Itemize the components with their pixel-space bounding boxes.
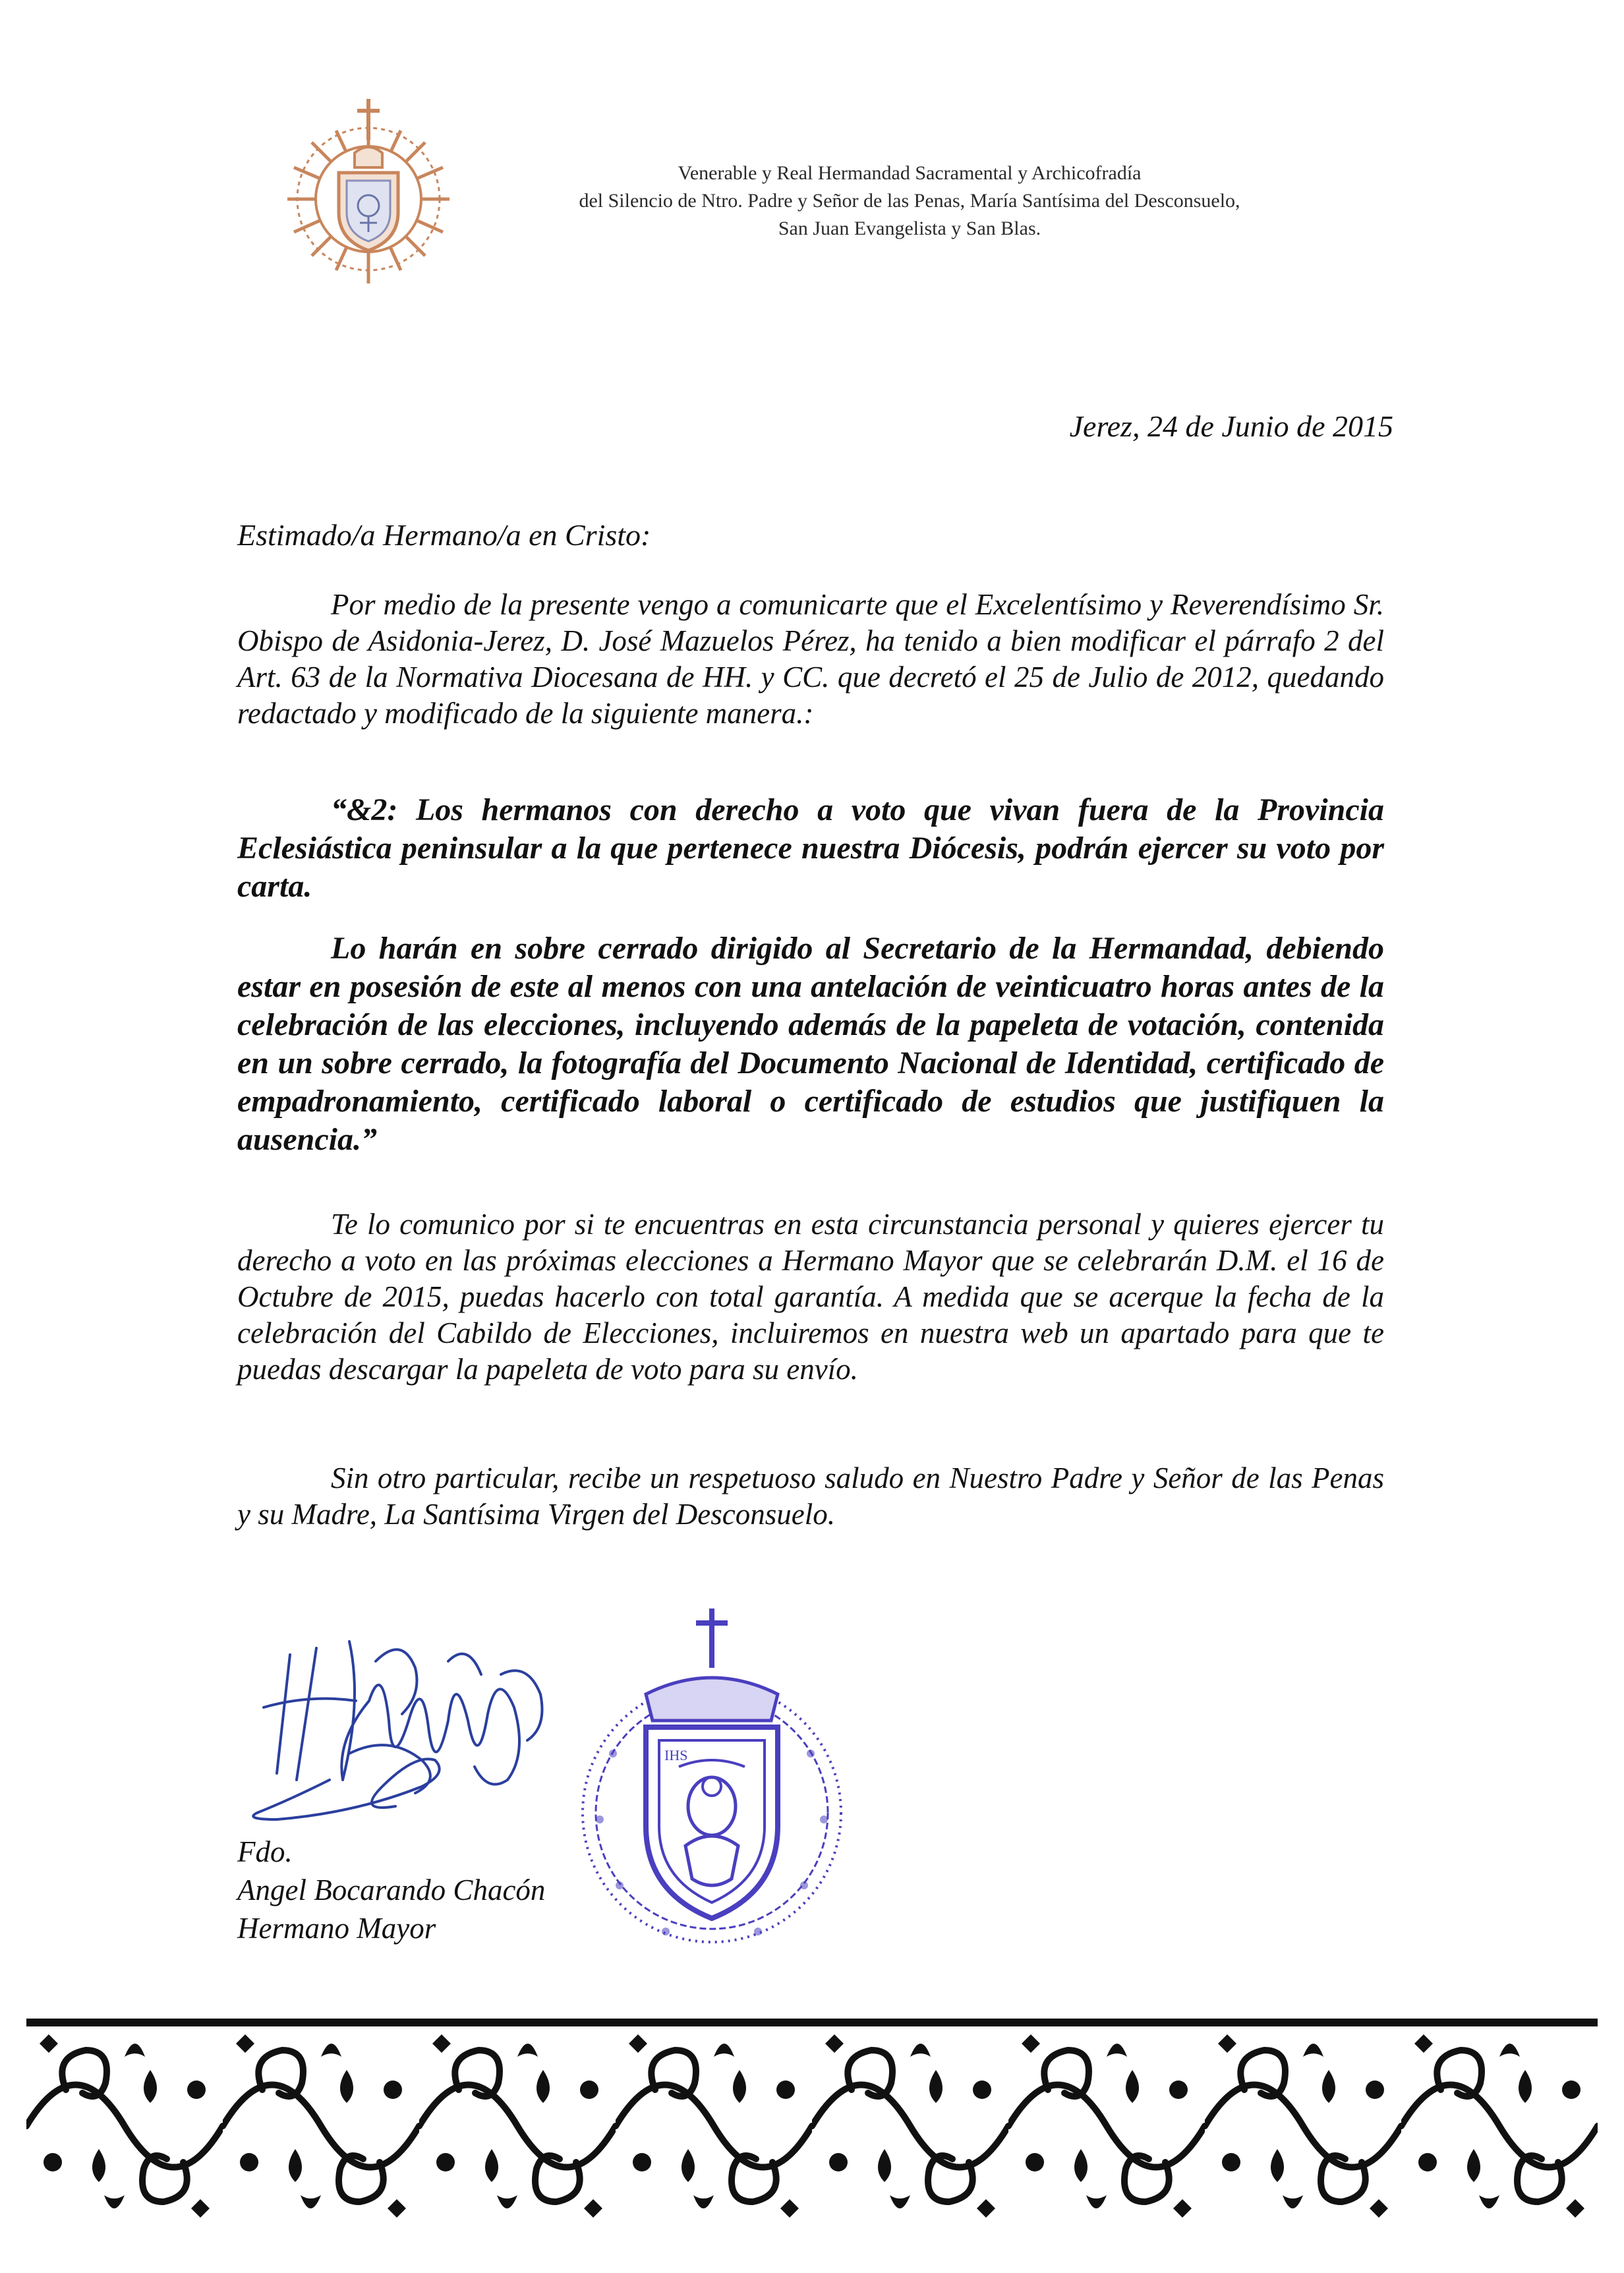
regulation-quote-2-text: Lo harán en sobre cerrado dirigido al Secretario de la Hermandad, debiendo estar en posesión de este al menos con una antelación de veinticuatro horas antes de la celebración de las elecciones, incluyendo además de la papeleta de votación, contenida en un sobre cerrado, la fotografía del Documento Nacional de Identidad, certificado de empadronamiento, certificado laboral o certificado de estudios que justifiquen la ausencia.” <box>237 931 1384 1157</box>
letter-greeting: Estimado/a Hermano/a en Cristo: <box>237 518 651 552</box>
brotherhood-name <box>461 160 1358 243</box>
letter-paragraph-3-text: Sin otro particular, recibe un respetuoso saludo en Nuestro Padre y Señor de las Penas y su Madre, La Santísima Virgen del Desconsuelo. <box>237 1461 1384 1531</box>
brotherhood-name-line-1: Venerable y Real Hermandad Sacramental y Archicofradía <box>678 162 1142 184</box>
regulation-quote-1 <box>237 791 1384 906</box>
letter-paragraph-1 <box>237 587 1384 732</box>
brotherhood-crest-icon <box>276 94 461 291</box>
signature-block <box>237 1833 545 1947</box>
baroque-scroll-border-icon <box>26 2017 1598 2235</box>
brotherhood-name-line-2: del Silencio de Ntro. Padre y Señor de las Penas, María Santísima del Desconsuelo, <box>579 190 1240 212</box>
letter-paragraph-2-text: Te lo comunico por si te encuentras en esta circunstancia personal y quieres ejercer tu derecho a voto en las próximas elecciones a Hermano Mayor que se celebrarán D.M. el 16 de Octubre de 2015, puedas hacerlo con total garantía. A medida que se acerque la fecha de la celebración del Cabildo de Elecciones, incluiremos en nuestra web un apartado para que te puedas descargar la papeleta de voto para su envío. <box>237 1208 1384 1386</box>
signatory-role: Hermano Mayor <box>237 1912 436 1945</box>
svg-text:IHS: IHS <box>664 1747 688 1763</box>
regulation-quote-2 <box>237 930 1384 1159</box>
handwritten-signature <box>250 1622 567 1846</box>
letter-paragraph-1-text: Por medio de la presente vengo a comunicarte que el Excelentísimo y Reverendísimo Sr. Obispo de Asidonia-Jerez, D. José Mazuelos Pérez, ha tenido a bien modificar el párrafo 2 del Art. 63 de la Normativa Diocesana de HH. y CC. que decretó el 25 de Julio de 2012, quedando redactado y modificado de la siguiente manera.: <box>237 588 1384 730</box>
regulation-quote-1-text: “&2: Los hermanos con derecho a voto que vivan fuera de la Provincia Eclesiástica peninsular a la que pertenece nuestra Diócesis, podrán ejercer su voto por carta. <box>237 792 1384 904</box>
brotherhood-name-line-3: San Juan Evangelista y San Blas. <box>778 218 1041 239</box>
signature-label: Fdo. <box>237 1835 293 1868</box>
brotherhood-seal-stamp-icon <box>573 1609 850 1978</box>
letter-date: Jerez, 24 de Junio de 2015 <box>1069 409 1393 443</box>
letter-paragraph-2 <box>237 1206 1384 1388</box>
letter-paragraph-3 <box>237 1460 1384 1533</box>
signatory-name: Angel Bocarando Chacón <box>237 1874 546 1906</box>
